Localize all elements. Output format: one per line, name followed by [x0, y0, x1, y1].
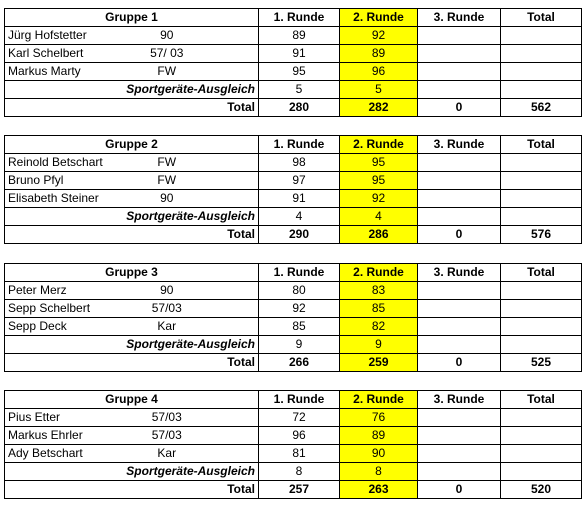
group-title: Gruppe 3: [5, 264, 259, 282]
member-row: [5, 409, 582, 427]
round-1-score: 91: [259, 45, 340, 63]
total-round-3: 0: [418, 481, 501, 499]
round-1-score: 96: [259, 427, 340, 445]
group-score-table: [4, 390, 582, 499]
round-1-score: 81: [259, 445, 340, 463]
round-3-score: [418, 45, 501, 63]
header-row: [5, 391, 582, 409]
total-row: [5, 354, 582, 372]
member-row: [5, 427, 582, 445]
member-row: [5, 300, 582, 318]
total-label: Total: [5, 354, 259, 372]
round-2-score: 95: [340, 154, 418, 172]
member-total: [501, 27, 582, 45]
member-total: [501, 45, 582, 63]
header-total: Total: [501, 9, 582, 27]
member-total: [501, 300, 582, 318]
header-round-2: 2. Runde: [340, 136, 418, 154]
adjustment-total: [501, 208, 582, 226]
member-name: Elisabeth Steiner: [5, 190, 117, 208]
round-3-score: [418, 27, 501, 45]
total-round-1: 257: [259, 481, 340, 499]
member-name: Sepp Deck: [5, 318, 117, 336]
adjustment-round-2: 5: [340, 81, 418, 99]
member-name: Markus Ehrler: [5, 427, 117, 445]
total-label: Total: [5, 99, 259, 117]
round-3-score: [418, 154, 501, 172]
adjustment-round-1: 5: [259, 81, 340, 99]
group-total: 520: [501, 481, 582, 499]
total-round-3: 0: [418, 354, 501, 372]
group-total: 562: [501, 99, 582, 117]
group-table: [4, 263, 582, 372]
round-1-score: 97: [259, 172, 340, 190]
adjustment-row: [5, 81, 582, 99]
adjustment-round-2: 4: [340, 208, 418, 226]
header-round-3: 3. Runde: [418, 136, 501, 154]
adjustment-row: [5, 208, 582, 226]
round-2-score: 95: [340, 172, 418, 190]
total-round-2: 282: [340, 99, 418, 117]
round-2-score: 92: [340, 190, 418, 208]
total-round-1: 280: [259, 99, 340, 117]
total-row: [5, 99, 582, 117]
header-total: Total: [501, 264, 582, 282]
round-2-score: 82: [340, 318, 418, 336]
round-1-score: 92: [259, 300, 340, 318]
adjustment-row: [5, 336, 582, 354]
adjustment-round-2: 8: [340, 463, 418, 481]
adjustment-round-1: 8: [259, 463, 340, 481]
round-2-score: 76: [340, 409, 418, 427]
header-row: [5, 264, 582, 282]
adjustment-label: Sportgeräte-Ausgleich: [5, 336, 259, 354]
header-round-2: 2. Runde: [340, 264, 418, 282]
member-name: Peter Merz: [5, 282, 117, 300]
adjustment-round-3: [418, 208, 501, 226]
round-3-score: [418, 63, 501, 81]
group-score-table: [4, 263, 582, 372]
member-total: [501, 427, 582, 445]
header-round-2: 2. Runde: [340, 9, 418, 27]
member-total: [501, 154, 582, 172]
member-code: 90: [117, 190, 259, 208]
round-2-score: 92: [340, 27, 418, 45]
adjustment-label: Sportgeräte-Ausgleich: [5, 208, 259, 226]
total-round-1: 266: [259, 354, 340, 372]
adjustment-label: Sportgeräte-Ausgleich: [5, 463, 259, 481]
group-total: 525: [501, 354, 582, 372]
adjustment-total: [501, 336, 582, 354]
group-score-table: [4, 8, 582, 117]
round-2-score: 96: [340, 63, 418, 81]
header-round-2: 2. Runde: [340, 391, 418, 409]
round-2-score: 90: [340, 445, 418, 463]
member-code: FW: [117, 63, 259, 81]
member-name: Bruno Pfyl: [5, 172, 117, 190]
header-round-1: 1. Runde: [259, 264, 340, 282]
round-2-score: 89: [340, 427, 418, 445]
member-row: [5, 154, 582, 172]
group-title: Gruppe 4: [5, 391, 259, 409]
adjustment-total: [501, 463, 582, 481]
header-round-1: 1. Runde: [259, 391, 340, 409]
member-total: [501, 445, 582, 463]
member-total: [501, 172, 582, 190]
round-1-score: 72: [259, 409, 340, 427]
total-round-3: 0: [418, 226, 501, 244]
member-total: [501, 63, 582, 81]
group-title: Gruppe 2: [5, 136, 259, 154]
member-code: Kar: [117, 445, 259, 463]
header-round-3: 3. Runde: [418, 391, 501, 409]
group-table: [4, 135, 582, 244]
header-row: [5, 9, 582, 27]
member-name: Karl Schelbert: [5, 45, 117, 63]
member-name: Sepp Schelbert: [5, 300, 117, 318]
adjustment-round-3: [418, 336, 501, 354]
round-3-score: [418, 409, 501, 427]
group-total: 576: [501, 226, 582, 244]
round-3-score: [418, 172, 501, 190]
round-3-score: [418, 282, 501, 300]
member-total: [501, 409, 582, 427]
adjustment-round-3: [418, 463, 501, 481]
total-row: [5, 226, 582, 244]
member-code: 90: [117, 282, 259, 300]
member-code: Kar: [117, 318, 259, 336]
adjustment-label: Sportgeräte-Ausgleich: [5, 81, 259, 99]
adjustment-total: [501, 81, 582, 99]
adjustment-row: [5, 463, 582, 481]
member-row: [5, 190, 582, 208]
total-round-2: 263: [340, 481, 418, 499]
round-3-score: [418, 445, 501, 463]
total-round-1: 290: [259, 226, 340, 244]
member-total: [501, 190, 582, 208]
adjustment-round-3: [418, 81, 501, 99]
total-label: Total: [5, 481, 259, 499]
group-table: [4, 390, 582, 499]
round-1-score: 98: [259, 154, 340, 172]
member-name: Markus Marty: [5, 63, 117, 81]
round-3-score: [418, 190, 501, 208]
round-2-score: 89: [340, 45, 418, 63]
member-name: Reinold Betschart: [5, 154, 117, 172]
round-3-score: [418, 318, 501, 336]
round-1-score: 85: [259, 318, 340, 336]
round-1-score: 89: [259, 27, 340, 45]
header-total: Total: [501, 391, 582, 409]
member-code: FW: [117, 172, 259, 190]
round-2-score: 83: [340, 282, 418, 300]
round-2-score: 85: [340, 300, 418, 318]
member-row: [5, 45, 582, 63]
round-1-score: 91: [259, 190, 340, 208]
round-3-score: [418, 427, 501, 445]
adjustment-round-2: 9: [340, 336, 418, 354]
member-row: [5, 445, 582, 463]
header-total: Total: [501, 136, 582, 154]
member-code: 57/03: [117, 427, 259, 445]
round-1-score: 80: [259, 282, 340, 300]
adjustment-round-1: 9: [259, 336, 340, 354]
total-round-3: 0: [418, 99, 501, 117]
group-table: [4, 8, 582, 117]
total-round-2: 259: [340, 354, 418, 372]
header-round-3: 3. Runde: [418, 264, 501, 282]
member-row: [5, 27, 582, 45]
member-name: Jürg Hofstetter: [5, 27, 117, 45]
header-row: [5, 136, 582, 154]
round-3-score: [418, 300, 501, 318]
member-row: [5, 172, 582, 190]
group-score-table: [4, 135, 582, 244]
header-round-1: 1. Runde: [259, 9, 340, 27]
round-1-score: 95: [259, 63, 340, 81]
group-title: Gruppe 1: [5, 9, 259, 27]
member-code: FW: [117, 154, 259, 172]
member-code: 57/03: [117, 300, 259, 318]
member-name: Pius Etter: [5, 409, 117, 427]
member-row: [5, 318, 582, 336]
member-name: Ady Betschart: [5, 445, 117, 463]
header-round-3: 3. Runde: [418, 9, 501, 27]
member-code: 90: [117, 27, 259, 45]
member-code: 57/ 03: [117, 45, 259, 63]
member-code: 57/03: [117, 409, 259, 427]
header-round-1: 1. Runde: [259, 136, 340, 154]
member-total: [501, 318, 582, 336]
total-round-2: 286: [340, 226, 418, 244]
total-label: Total: [5, 226, 259, 244]
total-row: [5, 481, 582, 499]
adjustment-round-1: 4: [259, 208, 340, 226]
member-row: [5, 63, 582, 81]
member-row: [5, 282, 582, 300]
member-total: [501, 282, 582, 300]
